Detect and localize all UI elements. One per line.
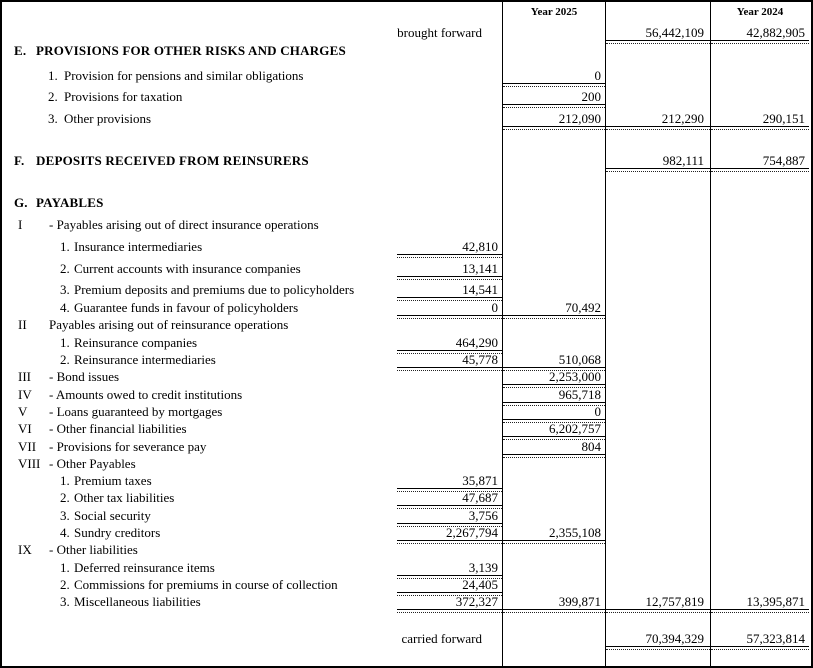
- row-prefix: VI: [18, 421, 32, 436]
- row-prefix: 1.: [60, 335, 70, 350]
- amount-value: 6,202,757: [503, 421, 605, 437]
- row-label: Reinsurance companies: [74, 335, 198, 350]
- amount-value: 804: [503, 439, 605, 455]
- cell-year-2025: [503, 67, 605, 83]
- row-label: - Loans guaranteed by mortgages: [49, 404, 223, 419]
- row-prefix: 2.: [60, 490, 70, 505]
- amount-value: 35,871: [397, 473, 502, 489]
- row-label: Guarantee funds in favour of policyholders: [74, 300, 299, 315]
- cell-year-2024: [711, 593, 809, 609]
- amount-value: 2,355,108: [503, 525, 605, 541]
- table-row-g-i-3: [2, 281, 811, 297]
- row-label: - Provisions for severance pay: [49, 439, 207, 454]
- row-prefix: 4.: [60, 300, 70, 315]
- amount-value: 200: [503, 89, 605, 105]
- row-label: Premium deposits and premiums due to policyholders: [74, 282, 355, 297]
- cell-detail-amount: [397, 576, 502, 592]
- table-row-g-viii-1: [2, 472, 811, 488]
- row-prefix: 2.: [60, 577, 70, 592]
- row-label: PROVISIONS FOR OTHER RISKS AND CHARGES: [36, 43, 346, 58]
- amount-value: 57,323,814: [711, 631, 809, 647]
- row-label: - Other financial liabilities: [49, 421, 187, 436]
- row-label: - Other Payables: [49, 456, 136, 471]
- row-label: Payables arising out of reinsurance operations: [49, 317, 289, 332]
- row-label: Other tax liabilities: [74, 490, 175, 505]
- row-label: Other provisions: [64, 111, 152, 126]
- cell-year-2025: [503, 524, 605, 540]
- amount-value: 24,405: [397, 577, 502, 593]
- row-label: - Bond issues: [49, 369, 120, 384]
- amount-value: 45,778: [397, 352, 502, 368]
- row-label: Commissions for premiums in course of collection: [74, 577, 338, 592]
- row-label: Provision for pensions and similar obligations: [64, 68, 304, 83]
- row-prefix: V: [18, 404, 28, 419]
- cell-year-2025: [503, 88, 605, 104]
- table-row-g-ix: [2, 541, 811, 557]
- cell-detail-amount: [397, 507, 502, 523]
- table-row-e-1: [2, 67, 811, 83]
- table-row-g-viii-4: [2, 524, 811, 540]
- amount-value: 372,327: [397, 594, 502, 610]
- row-prefix: 3.: [60, 282, 70, 297]
- amount-value: 212,090: [503, 111, 605, 127]
- table-row-brought-forward: [2, 24, 811, 40]
- row-prefix: F.: [14, 153, 25, 168]
- cell-year-2025: [503, 368, 605, 384]
- row-label: - Payables arising out of direct insurance operations: [49, 217, 319, 232]
- amount-value: 965,718: [503, 387, 605, 403]
- row-prefix: 3.: [60, 508, 70, 523]
- row-prefix: E.: [14, 43, 27, 58]
- amount-value: 3,139: [397, 560, 502, 576]
- row-label: Sundry creditors: [74, 525, 161, 540]
- row-prefix: II: [18, 317, 27, 332]
- cell-detail-amount: [397, 351, 502, 367]
- row-label: PAYABLES: [36, 195, 104, 210]
- table-row-section-g: [2, 194, 811, 210]
- row-label: Current accounts with insurance companies: [74, 261, 301, 276]
- cell-detail-amount: [397, 281, 502, 297]
- table-row-section-e: [2, 42, 811, 58]
- row-label: Miscellaneous liabilities: [74, 594, 201, 609]
- table-row-g-ix-3: [2, 593, 811, 609]
- amount-value: 13,395,871: [711, 594, 809, 610]
- table-row-g-vi: [2, 420, 811, 436]
- table-row-carried-forward: [2, 630, 811, 646]
- amount-value: 70,492: [503, 300, 605, 316]
- amount-value: 290,151: [711, 111, 809, 127]
- row-prefix: 1.: [60, 560, 70, 575]
- row-prefix: I: [18, 217, 23, 232]
- row-prefix: III: [18, 369, 31, 384]
- amount-value: 12,757,819: [606, 594, 710, 610]
- cell-year-2025: [503, 351, 605, 367]
- cell-total-2025: [606, 110, 710, 126]
- table-row-e-3: [2, 110, 811, 126]
- row-label: Premium taxes: [74, 473, 152, 488]
- row-prefix: 2.: [60, 352, 70, 367]
- row-label: brought forward: [397, 25, 482, 40]
- row-prefix: 2.: [60, 261, 70, 276]
- amount-value: 464,290: [397, 335, 502, 351]
- row-label: Insurance intermediaries: [74, 239, 203, 254]
- cell-detail-amount: [397, 593, 502, 609]
- table-row-section-f: [2, 152, 811, 168]
- cell-year-2025: [503, 438, 605, 454]
- amount-value: 42,810: [397, 239, 502, 255]
- cell-year-2025: [503, 420, 605, 436]
- table-row-e-2: [2, 88, 811, 104]
- column-header-year-2024: Year 2024: [736, 6, 784, 18]
- row-prefix: 4.: [60, 525, 70, 540]
- row-prefix: G.: [14, 195, 28, 210]
- cell-year-2024: [711, 152, 809, 168]
- row-prefix: IV: [18, 387, 32, 402]
- cell-total-2025: [606, 630, 710, 646]
- cell-detail-amount: [397, 238, 502, 254]
- table-row-g-i-1: [2, 238, 811, 254]
- row-prefix: 2.: [48, 89, 58, 104]
- cell-detail-amount: [397, 334, 502, 350]
- row-prefix: VII: [18, 439, 37, 454]
- cell-year-2025: [503, 593, 605, 609]
- amount-value: 2,267,794: [397, 525, 502, 541]
- amount-value: 510,068: [503, 352, 605, 368]
- cell-total-2025: [606, 152, 710, 168]
- row-label: - Amounts owed to credit institutions: [49, 387, 243, 402]
- table-row-g-iii: [2, 368, 811, 384]
- cell-total-2025: [606, 24, 710, 40]
- row-prefix: 3.: [48, 111, 58, 126]
- cell-year-2025: [503, 386, 605, 402]
- amount-value: 13,141: [397, 261, 502, 277]
- row-prefix: 1.: [48, 68, 58, 83]
- row-label: Provisions for taxation: [64, 89, 183, 104]
- amount-value: 0: [503, 404, 605, 420]
- amount-value: 212,290: [606, 111, 710, 127]
- cell-year-2025: [503, 110, 605, 126]
- cell-detail-amount: [397, 299, 502, 315]
- row-label: - Other liabilities: [49, 542, 138, 557]
- table-row-g-ix-1: [2, 559, 811, 575]
- table-row-g-ii: [2, 316, 811, 332]
- amount-value: 754,887: [711, 153, 809, 169]
- amount-value: 399,871: [503, 594, 605, 610]
- table-row-g-vii: [2, 438, 811, 454]
- cell-year-2024: [711, 24, 809, 40]
- table-row-g-viii-3: [2, 507, 811, 523]
- amount-value: 3,756: [397, 508, 502, 524]
- table-row-g-ii-2: [2, 351, 811, 367]
- table-row-g-iv: [2, 386, 811, 402]
- amount-value: 0: [503, 68, 605, 84]
- table-row-g-i: [2, 216, 811, 232]
- amount-value: 42,882,905: [711, 25, 809, 41]
- cell-year-2025: [503, 403, 605, 419]
- cell-total-2025: [606, 593, 710, 609]
- cell-year-2025: [503, 299, 605, 315]
- row-prefix: VIII: [18, 456, 41, 471]
- cell-detail-amount: [397, 524, 502, 540]
- amount-value: 70,394,329: [606, 631, 710, 647]
- amount-value: 14,541: [397, 282, 502, 298]
- amount-value: 47,687: [397, 490, 502, 506]
- cell-detail-amount: [397, 559, 502, 575]
- cell-year-2024: [711, 630, 809, 646]
- table-row-g-v: [2, 403, 811, 419]
- table-row-g-ix-2: [2, 576, 811, 592]
- row-label: carried forward: [401, 631, 482, 646]
- table-row-g-i-4: [2, 299, 811, 315]
- row-label: DEPOSITS RECEIVED FROM REINSURERS: [36, 153, 309, 168]
- table-row-g-viii-2: [2, 489, 811, 505]
- amount-value: 56,442,109: [606, 25, 710, 41]
- row-label: Deferred reinsurance items: [74, 560, 215, 575]
- row-prefix: 1.: [60, 473, 70, 488]
- amount-value: 982,111: [606, 153, 710, 169]
- cell-year-2024: [711, 110, 809, 126]
- row-prefix: IX: [18, 542, 32, 557]
- amount-value: 2,253,000: [503, 369, 605, 385]
- cell-detail-amount: [397, 472, 502, 488]
- cell-detail-amount: [397, 489, 502, 505]
- row-prefix: 3.: [60, 594, 70, 609]
- row-label: Reinsurance intermediaries: [74, 352, 216, 367]
- cell-detail-amount: [397, 260, 502, 276]
- table-row-g-ii-1: [2, 334, 811, 350]
- column-header-year-2025: Year 2025: [530, 6, 578, 18]
- table-row-g-i-2: [2, 260, 811, 276]
- amount-value: 0: [397, 300, 502, 316]
- table-row-g-viii: [2, 455, 811, 471]
- row-label: Social security: [74, 508, 151, 523]
- row-prefix: 1.: [60, 239, 70, 254]
